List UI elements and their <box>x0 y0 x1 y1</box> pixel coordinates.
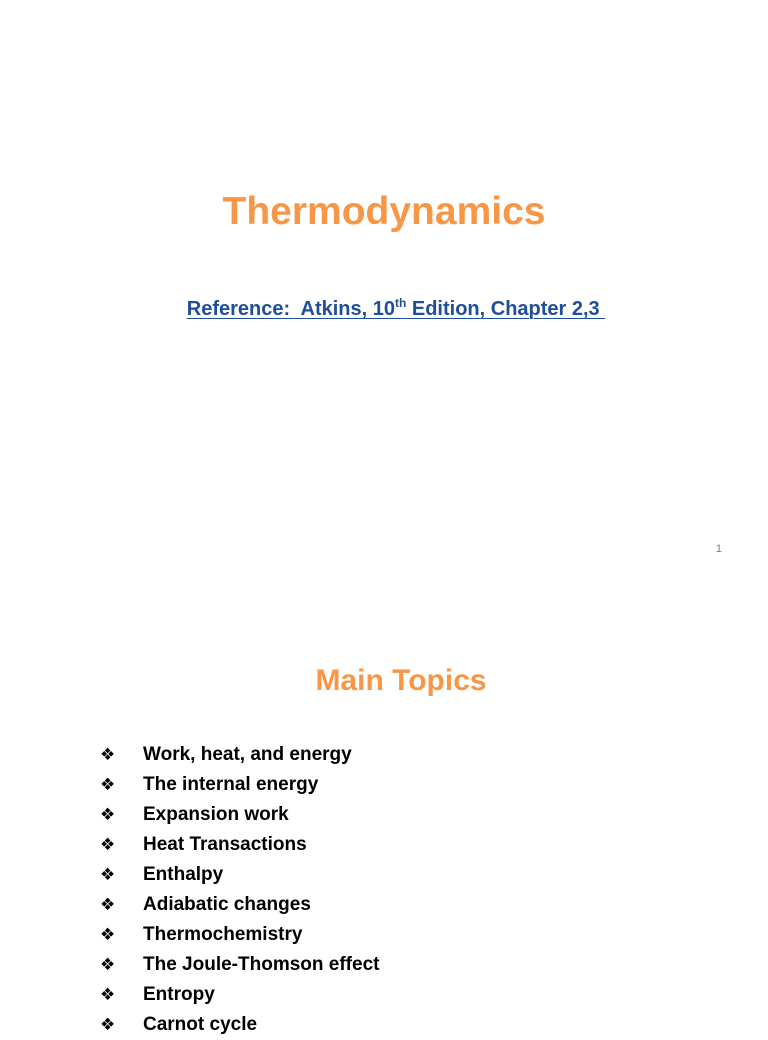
diamond-bullet-icon: ❖ <box>100 775 116 794</box>
slide-2 <box>0 590 768 1035</box>
list-item <box>100 1010 379 1040</box>
topic-list <box>100 740 379 1040</box>
topic-label: Thermochemistry <box>143 924 303 945</box>
diamond-bullet-icon: ❖ <box>100 835 116 854</box>
topic-label: Expansion work <box>143 804 289 825</box>
topic-label: Enthalpy <box>143 864 224 885</box>
diamond-bullet-icon: ❖ <box>100 895 116 914</box>
slide-title: Thermodynamics <box>222 190 546 233</box>
list-item <box>100 860 379 890</box>
diamond-bullet-icon: ❖ <box>100 865 116 884</box>
diamond-bullet-icon: ❖ <box>100 745 116 764</box>
diamond-bullet-icon: ❖ <box>100 925 116 944</box>
topic-label: The Joule-Thomson effect <box>143 954 380 975</box>
reference-prefix: Reference: Atkins, 10 <box>186 298 395 320</box>
list-item <box>100 770 379 800</box>
list-item <box>100 800 379 830</box>
topic-label: Heat Transactions <box>143 834 307 855</box>
topic-label: The internal energy <box>143 774 319 795</box>
reference-text <box>187 298 605 320</box>
reference-suffix: Edition, Chapter 2,3 <box>406 298 606 320</box>
diamond-bullet-icon: ❖ <box>100 1015 116 1034</box>
list-item <box>100 740 379 770</box>
reference-link[interactable] <box>0 295 768 323</box>
reference-superscript: th <box>394 296 407 310</box>
topic-label: Adiabatic changes <box>143 894 311 915</box>
list-item <box>100 950 379 980</box>
diamond-bullet-icon: ❖ <box>100 985 116 1004</box>
topic-label: Entropy <box>143 984 215 1005</box>
diamond-bullet-icon: ❖ <box>100 805 116 824</box>
topics-title: Main Topics <box>315 664 487 697</box>
page-number: 1 <box>715 543 722 555</box>
list-item <box>100 920 379 950</box>
list-item <box>100 980 379 1010</box>
topic-label: Carnot cycle <box>143 1014 258 1035</box>
topic-label: Work, heat, and energy <box>143 744 352 765</box>
list-item <box>100 830 379 860</box>
list-item <box>100 890 379 920</box>
diamond-bullet-icon: ❖ <box>100 955 116 974</box>
